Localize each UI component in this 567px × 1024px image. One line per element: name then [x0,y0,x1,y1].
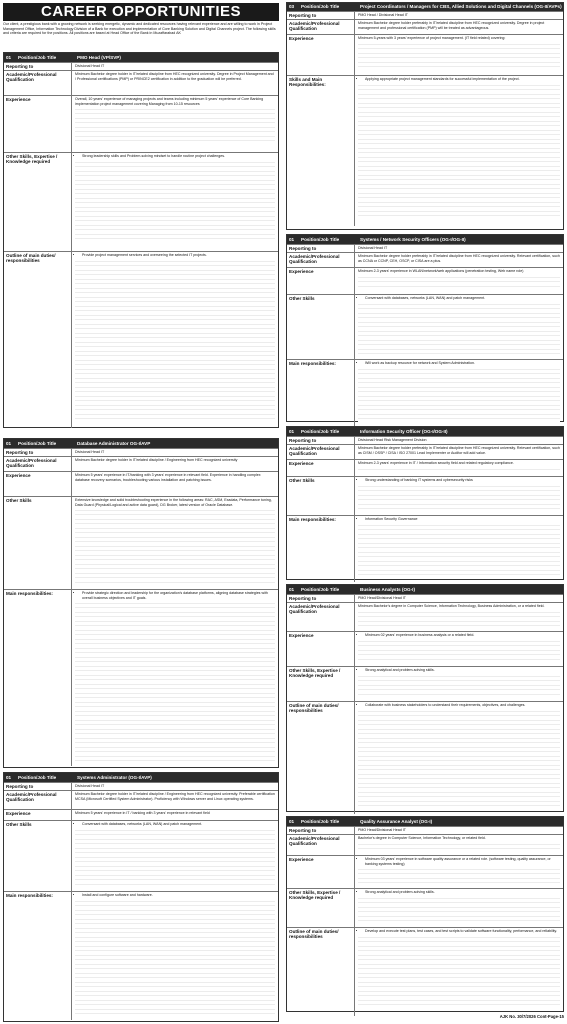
skills-list [75,827,275,887]
experience-value: Overall, 10 years' experience of managing projects and teams including minimum 5 years' experience of Core Banking implementation project management covering Managing from 10-15 resources [75,97,264,106]
skills-list [358,301,560,355]
job-title: Quality Assurance Analyst (OG-I) [360,819,433,824]
job-title: Information Security Officer (OG-I/OG-II) [360,429,448,434]
experience-label: Experience [287,856,355,888]
skill-item: • Conversant with databases, networks (LAN, WAN) and patch management. [82,822,275,827]
duty-item: • Collaborate with business stakeholders to understand their requirements, objectives, and challenges. [365,703,560,708]
duties-label: Outline of main duties/ responsibilities [287,928,355,1016]
experience-value: • Minimum 03 years' experience in software quality assurance or a related role. (software testing, quality assurance, or banking systems testing) [365,857,560,866]
duties-label: Outline of main duties/ responsibilities [4,252,72,428]
academic-label: Academic/Professional Qualification [287,253,355,267]
job-header [287,585,563,594]
reporting-row [4,448,278,456]
academic-label: Academic/Professional Qualification [287,835,355,855]
academic-row [4,70,278,95]
reporting-row [287,244,563,252]
duties-list [358,708,560,808]
academic-value: Minimum Bachelor degree holder preferably in IT/related discipline from HEC recognized university. Relevant certification, such as CISM / OSSP / CISA / ISO 27001 Lead Implementer or Auditor will add value. [358,446,560,455]
duties-list [358,366,560,422]
reporting-row [4,782,278,790]
reporting-value: Divisional Head IT [75,64,105,68]
job-header [4,53,278,62]
skills-row [287,888,563,927]
reporting-row [287,11,563,19]
reporting-label: Reporting to [287,827,355,834]
duty-item: • Will work as backup resource for network and System Administration. [365,361,560,366]
duties-label: Main responsibilities: [287,360,355,426]
skills-label: Other Skills, Expertise / Knowledge required [287,667,355,701]
experience-row [4,471,278,496]
job-card-pmo-head [3,52,279,428]
academic-value: Bachelor's degree in Computer Science, Information Technology, or related field. [358,836,486,840]
experience-value: Minimum 5 years' experience in IT / banking with 3 years' experience in relevant field [75,811,210,815]
skills-row [287,476,563,515]
job-number: 01 [289,587,295,592]
experience-label: Experience [287,460,355,476]
experience-list [358,274,560,290]
skills-row [287,666,563,701]
reporting-value: Divisional Head IT [75,450,105,454]
reporting-value: PMO Head/Divisional Head IT [358,596,406,600]
duties-row [287,927,563,1016]
skill-item: • Applying appropriate project management standards for successful implementation of the project. [365,77,560,82]
reporting-row [287,436,563,444]
position-label: Position/Job Title [301,429,340,434]
duties-label: Main responsibilities: [287,516,355,582]
job-card-database-administrator [3,438,279,768]
experience-row [4,809,278,820]
duties-row [4,891,278,1020]
reporting-row [4,62,278,70]
skills-label: Other Skills, Expertise / Knowledge required [287,889,355,927]
job-number: 03 [289,4,295,9]
experience-list [358,41,560,71]
position-label: Position/Job Title [301,587,340,592]
skills-list [358,483,560,511]
academic-value: Minimum Bachelor degree holder in IT/related discipline / Engineering from HEC recognized university [75,458,238,462]
experience-row [287,855,563,888]
experience-label: Experience [4,96,72,152]
reporting-label: Reporting to [287,437,355,444]
experience-label: Experience [287,632,355,666]
skills-row [287,75,563,226]
reporting-value: Divisional Head IT [358,246,388,250]
job-number: 01 [289,429,295,434]
skills-label: Other Skills [287,477,355,515]
skills-row [4,152,278,251]
academic-label: Academic/Professional Qualification [4,71,72,95]
skill-item: • Strong understanding of banking IT systems and cybersecurity risks [365,478,560,483]
academic-value: Minimum Bachelor degree holder preferably in IT/related discipline from HEC recognized university. Relevant certification, such as CCNA or CCNP, CEH, OSCP, or CISA are a plus. [358,254,560,263]
experience-value: • Minimum 02 years' experience in business analysis or a related field. [365,633,560,638]
reporting-label: Reporting to [287,12,355,19]
duties-list [75,898,275,1014]
experience-label: Experience [4,810,72,820]
intro-paragraph: Our client, a prestigious bank with a growing network is seeking energetic, dynamic and dedicated resources having relevant experience and are willing to work in Project Management Office, Information Technology Division of a Bank for execution and implementation of Core Banking Solution and Digital Channels project. The following skills and criteria are required for the positions. All positions are based at Head Office of the Bank in Muzaffarabad AK [3,22,276,36]
skills-row [287,294,563,359]
position-label: Position/Job Title [301,237,340,242]
skill-item: • Conversant with databases, networks (LAN, WAN) and patch management. [365,296,560,301]
job-number: 01 [289,819,295,824]
skill-item: • Strong analytical and problem-solving skills. [365,668,560,673]
academic-row [287,19,563,34]
duties-label: Main responsibilities: [4,590,72,766]
skills-list [75,159,275,243]
skill-item: • Strong analytical and problem-solving skills. [365,890,560,895]
experience-row [287,267,563,294]
reporting-value: PMO Head / Divisional Head IT [358,13,408,17]
job-header [287,817,563,826]
reporting-row [287,594,563,602]
job-card-network-security-officers [286,234,564,422]
academic-value: Minimum Bachelor's degree in Computer Science, Information Technology, Business Administration, or a related field. [358,604,545,608]
duties-label: Main responsibilities: [4,892,72,1020]
duties-list [75,600,275,764]
experience-label: Experience [4,472,72,496]
skills-list [358,82,560,220]
reporting-label: Reporting to [4,783,72,790]
job-title: Database Administrator OG-I/AVP [77,441,151,446]
experience-row [4,95,278,152]
experience-list [358,866,560,884]
skills-list [358,895,560,923]
experience-row [287,631,563,666]
duties-list [75,258,275,422]
experience-value: Minimum 5-years with 3 years' experience of project management. (IT field related) covering: [358,36,506,40]
position-label: Position/Job Title [301,4,340,9]
academic-value: Minimum Bachelor degree holder in IT/related discipline / Engineering from HEC recognized university. Preferable certification MCSA (Microsoft Certified System Administrator). Proficiency with Windows server and Linux operating systems. [75,792,275,801]
academic-label: Academic/Professional Qualification [287,445,355,459]
page-title: CAREER OPPORTUNITIES [3,3,279,21]
experience-list [358,466,560,473]
experience-row [287,459,563,476]
duties-row [287,359,563,426]
experience-list [358,638,560,662]
academic-value: Minimum Bachelor degree holder in IT/related discipline from HEC recognized university. Degree in Project Management and / Professional certifications (PMP) or PRINCE2 certification in addition to the graduation will be preferred. [75,72,274,81]
duties-list [358,934,560,1008]
job-title: Project Coordinators / Managers for CBS, Allied Solutions and Digital Channels (OG-II/AVPs) [360,4,562,9]
experience-label: Experience [287,268,355,294]
job-title: Systems Administrator (OG-I/AVP) [77,775,152,780]
job-card-project-coordinators [286,2,564,230]
skill-item: • Strong leadership skills and Problem-solving mindset to handle routine project challenges. [82,154,275,159]
skills-list [358,673,560,697]
academic-label: Academic/Professional Qualification [4,457,72,471]
skills-row [4,496,278,589]
academic-row [4,790,278,809]
academic-list [358,841,560,851]
reporting-label: Reporting to [287,595,355,602]
reporting-label: Reporting to [4,449,72,456]
job-header [287,235,563,244]
reporting-label: Reporting to [287,245,355,252]
duty-item: • Provide strategic direction and leadership for the organization's database platforms, aligning database strategies with overall business objectives and IT goals. [82,591,275,600]
duties-row [287,515,563,582]
position-label: Position/Job Title [301,819,340,824]
academic-row [287,834,563,855]
experience-value: Minimum 2-3 years' experience in WLAN/network/web applications (penetration testing, Web name role) [358,269,524,273]
reporting-value: PMO Head/Divisional Head IT [358,828,406,832]
skills-label: Skills and Main Responsibilities: [287,76,355,226]
skill-intro: Extensive knowledge and solid troubleshooting experience in the following areas: RAC, ASM, Exadata, Performance tuning, Data Guard (Physical/Logical and active data guard), DG Broker, latest version of Oracle Database. [75,498,272,507]
experience-value: Minimum 2-3 years' experience in IT / Information security field and related regulatory compliance. [358,461,514,465]
job-header [287,427,563,436]
academic-row [287,602,563,631]
skills-label: Other Skills [287,295,355,359]
academic-label: Academic/Professional Qualification [4,791,72,809]
job-card-business-analysts [286,584,564,812]
academic-row [4,456,278,471]
position-label: Position/Job Title [18,441,57,446]
skills-label: Other Skills [4,497,72,589]
academic-value: Minimum Bachelor degree holder preferably in IT/related discipline from HEC recognized university. Degree in project management and professional certification (PMP) will be treated as advantageous. [358,21,545,30]
footer-reference: AJK No. 30/7/2026 Cont-Page-15 [499,1014,564,1019]
job-card-systems-administrator [3,772,279,1022]
job-title: Systems / Network Security Officers (OG-I/OG-II) [360,237,466,242]
position-label: Position/Job Title [18,55,57,60]
reporting-row [287,826,563,834]
job-number: 01 [6,775,12,780]
job-header [4,439,278,448]
reporting-value: Divisional Head Risk Management Division [358,438,427,442]
experience-value: Minimum 5 years' experience in IT/banking with 3 years' experience in relevant field. Experience in handling complex database recovery scenarios, troubleshooting various installation and patching issues. [75,473,261,482]
skills-list [75,507,275,585]
skills-label: Other Skills [4,821,72,891]
job-number: 01 [289,237,295,242]
duties-row [287,701,563,814]
reporting-label: Reporting to [4,63,72,70]
job-card-information-security-officer [286,426,564,580]
academic-row [287,252,563,267]
job-title: PMO Head (VP/SVP) [77,55,121,60]
skills-row [4,820,278,891]
experience-label: Experience [287,35,355,75]
duty-item: • Develop and execute test plans, test cases, and test scripts to validate software functionality, performance, and reliability. [365,929,560,934]
duty-item: • Install and configure software and hardware. [82,893,275,898]
academic-label: Academic/Professional Qualification [287,20,355,34]
duties-label: Outline of main duties/ responsibilities [287,702,355,814]
job-card-quality-assurance-analyst [286,816,564,1012]
experience-row [287,34,563,75]
experience-list [75,106,275,144]
reporting-value: Divisional Head IT [75,784,105,788]
duty-item: • Information Security Governance [365,517,560,522]
job-header [4,773,278,782]
job-header [287,3,563,11]
job-title: Business Analysts (OG-I) [360,587,415,592]
academic-list [358,609,560,627]
duties-row [4,589,278,766]
academic-row [287,444,563,459]
job-number: 01 [6,441,12,446]
duties-row [4,251,278,428]
skills-label: Other Skills, Expertise / Knowledge required [4,153,72,251]
academic-label: Academic/Professional Qualification [287,603,355,631]
position-label: Position/Job Title [18,775,57,780]
duties-list [358,522,560,578]
duty-item: • Provide project management services and overseeing the selected IT projects. [82,253,275,258]
job-number: 01 [6,55,12,60]
